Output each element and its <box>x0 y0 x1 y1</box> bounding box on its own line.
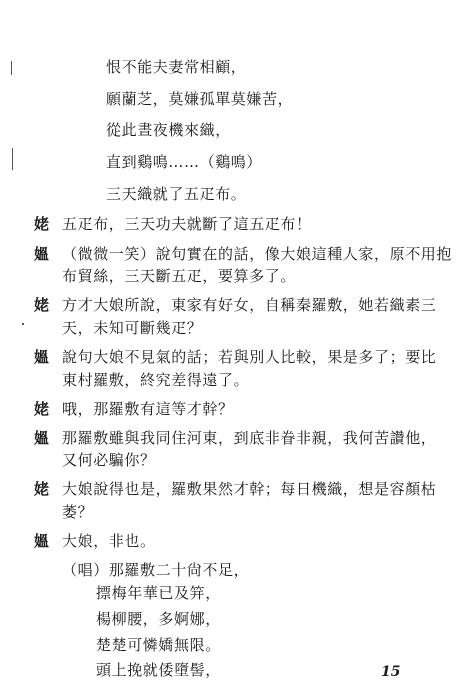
verse-line: 願蘭芝，莫嫌孤單莫嫌苦， <box>106 90 294 108</box>
dialogue-line: 大娘說得也是，羅敷果然才幹；每日機織，想是容顏枯 <box>62 480 437 498</box>
dialogue-line: 那羅敷雖與我同住河東，到底非眷非親，我何苦讚他， <box>62 429 437 447</box>
dialogue-line: 又何必騙你？ <box>62 451 156 469</box>
dialogue-line: 東村羅敷，終究差得遠了。 <box>62 371 250 389</box>
verse-line: 三天織就了五疋布。 <box>106 185 247 203</box>
scan-mark <box>11 61 12 75</box>
song-intro: （唱）那羅敷二十尙不足， <box>62 561 250 579</box>
scan-mark <box>12 148 13 170</box>
verse-line: 楚楚可憐嬌無限。 <box>96 636 221 654</box>
speaker-label: 媼 <box>34 245 50 263</box>
speaker-label: 姥 <box>34 296 50 314</box>
dialogue-line: 天，未知可斷幾疋？ <box>62 319 203 337</box>
verse-line: 摽梅年華已及笄， <box>96 584 221 602</box>
page-number: 15 <box>381 664 401 680</box>
verse-line: 楊柳腰，多婀娜， <box>96 610 221 628</box>
speaker-label: 姥 <box>34 215 50 233</box>
scan-mark <box>22 323 24 325</box>
speaker-label: 姥 <box>34 400 50 418</box>
dialogue-line: （微微一笑）說句實在的話，像大娘這種人家，原不用抱 <box>62 245 453 263</box>
dialogue-line: 說句大娘不見氣的話；若與別人比較，果是多了；要比 <box>62 348 437 366</box>
dialogue-line: 布貿絲，三天斷五疋，要算多了。 <box>62 267 297 285</box>
dialogue-line: 大娘，非也。 <box>62 532 156 550</box>
dialogue-line: 方才大娘所說，東家有好女，自稱秦羅敷，她若織素三 <box>62 296 437 314</box>
verse-line: 頭上挽就倭墮髻， <box>96 661 221 679</box>
dialogue-line: 萎？ <box>62 503 94 521</box>
speaker-label: 姥 <box>34 480 50 498</box>
speaker-label: 媼 <box>34 348 50 366</box>
dialogue-line: 哦，那羅敷有這等才幹？ <box>62 400 234 418</box>
verse-line: 從此晝夜機來織， <box>106 121 231 139</box>
verse-line: 直到鷄鳴……（鷄鳴） <box>106 153 263 171</box>
dialogue-line: 五疋布，三天功夫就斷了這五疋布！ <box>62 215 312 233</box>
speaker-label: 媼 <box>34 429 50 447</box>
speaker-label: 媼 <box>34 532 50 550</box>
verse-line: 恨不能夫妻常相顧， <box>106 58 247 76</box>
